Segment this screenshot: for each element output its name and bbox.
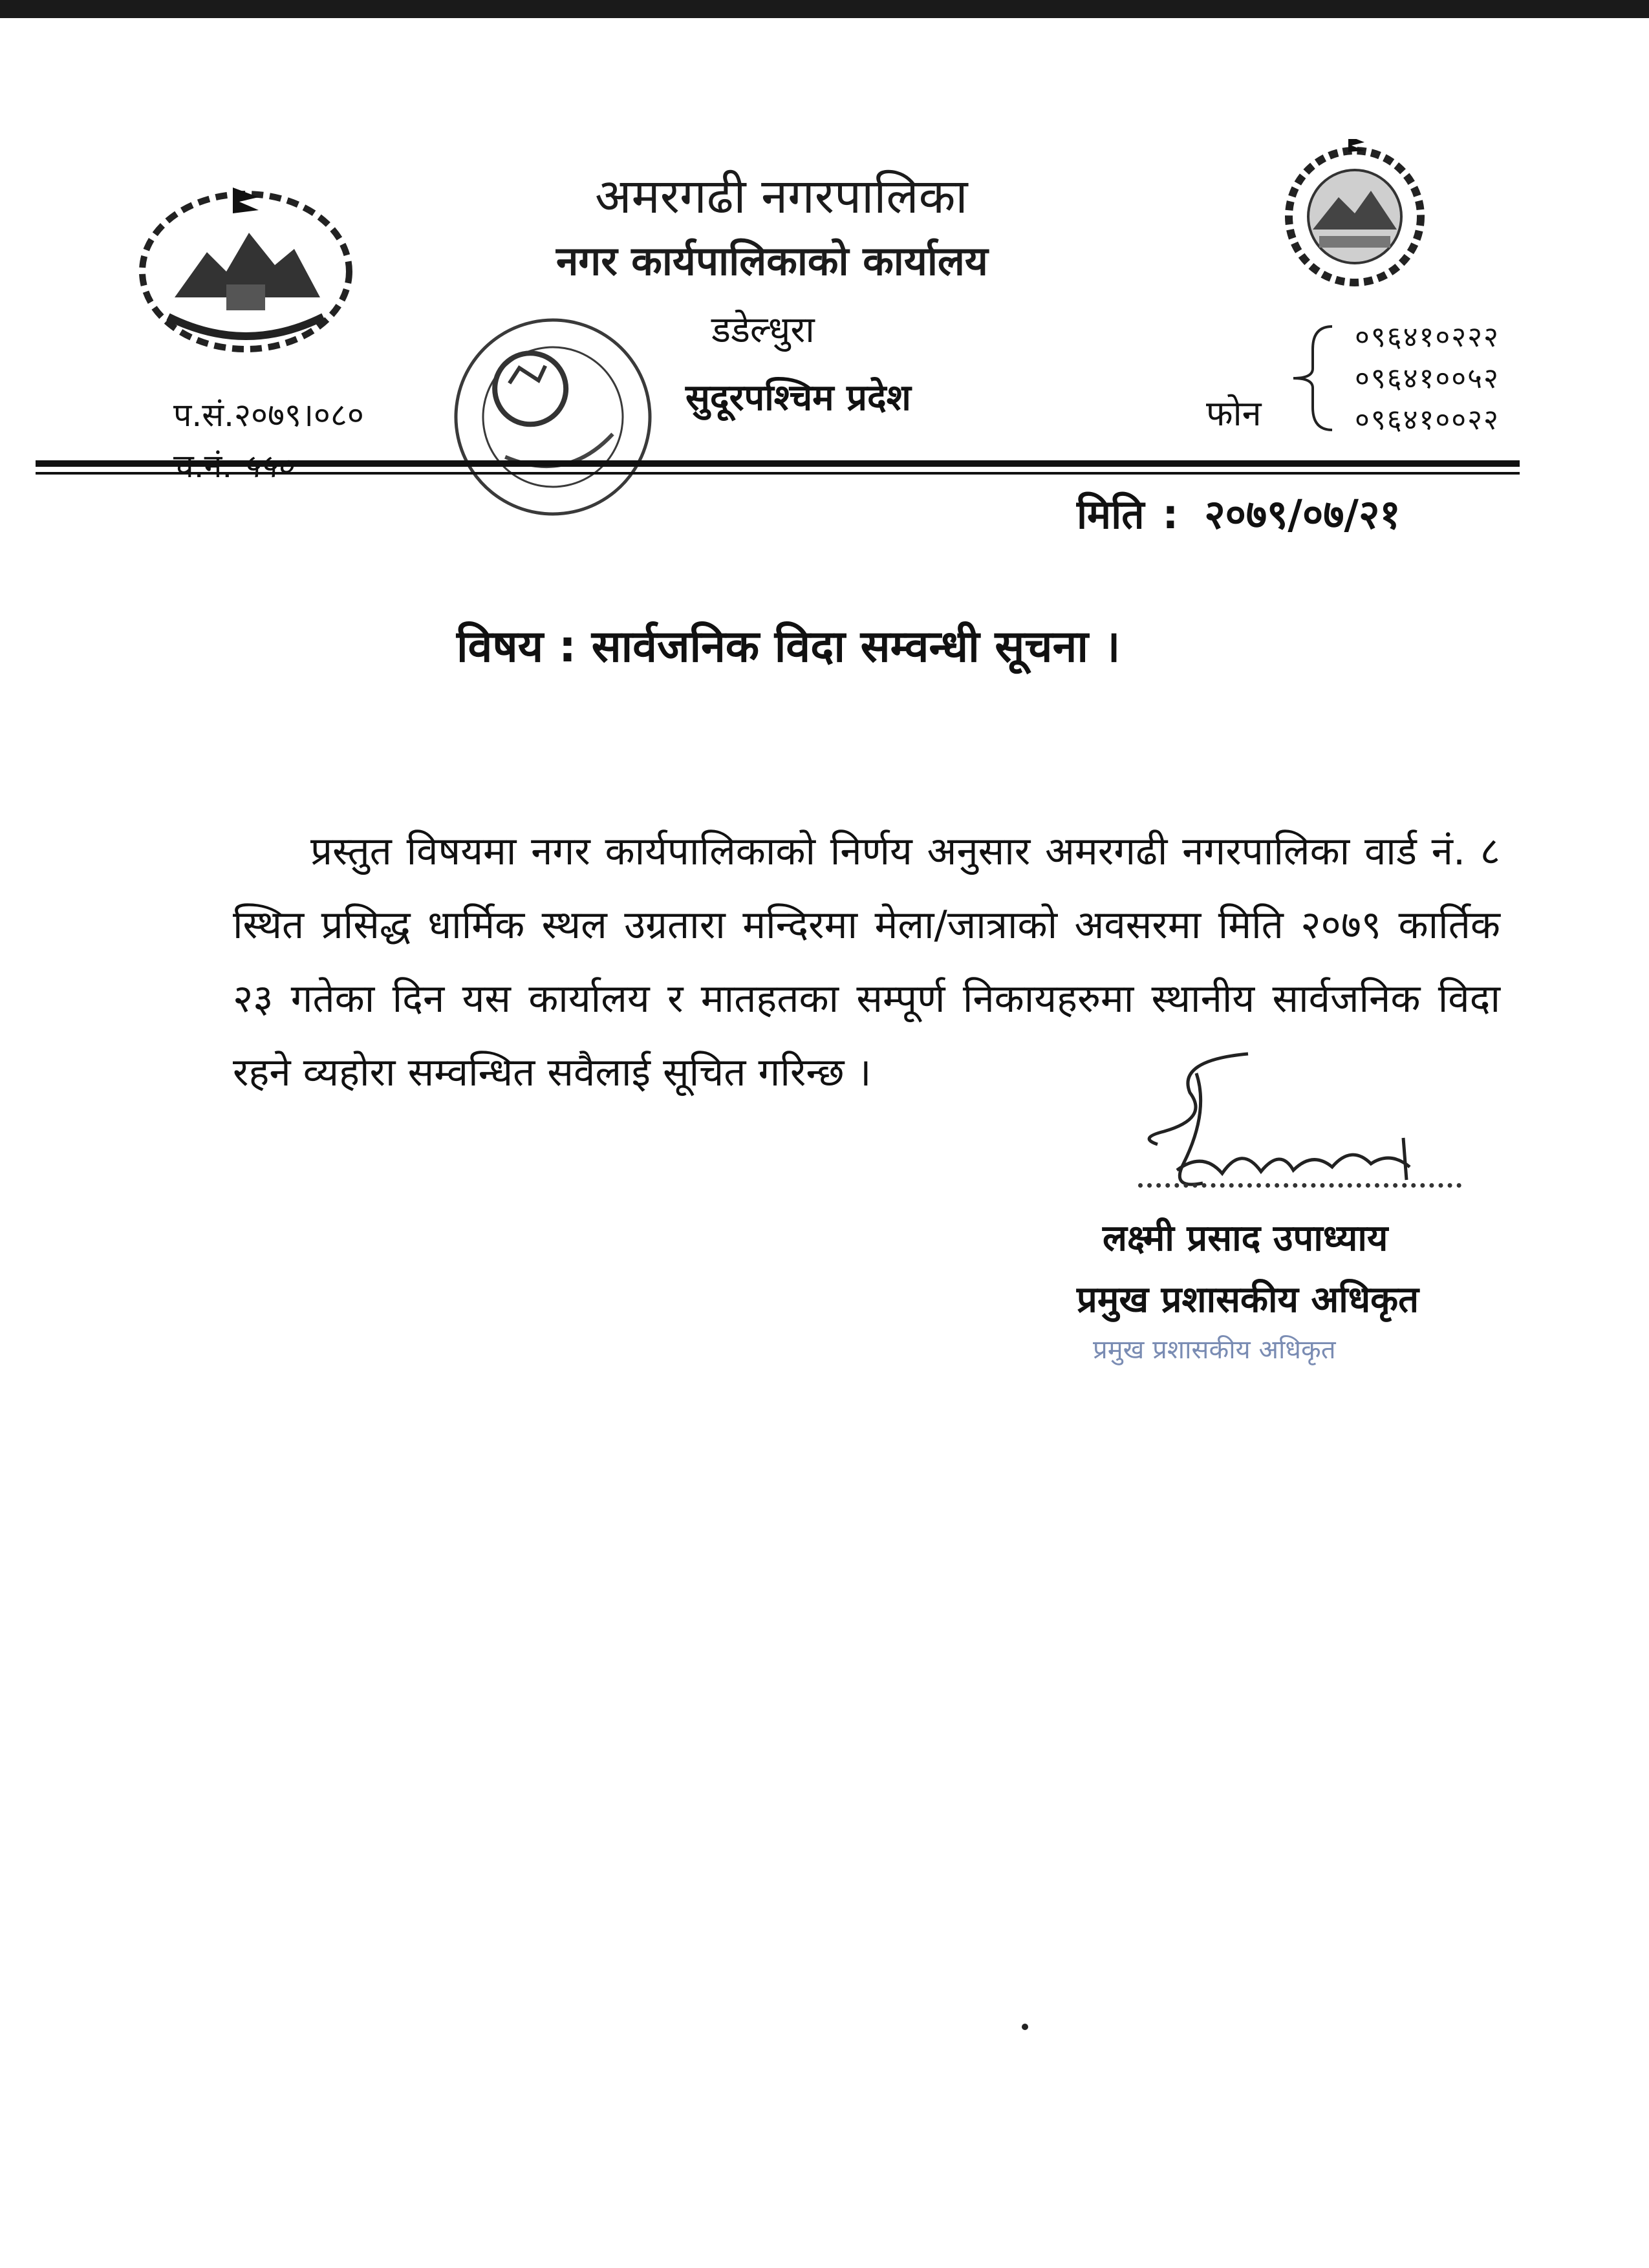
date-label: मिति [1077,491,1145,538]
municipality-logo-icon [1267,139,1442,288]
designation-stamp: प्रमुख प्रशासकीय अधिकृत [1093,1335,1336,1365]
date-value: २०७९/०७/२१ [1204,491,1401,538]
phone-number: ०९६४१०२२२ [1355,321,1500,354]
municipality-name: अमरगढी नगरपालिका [595,169,968,224]
province-name: सुदूरपश्चिम प्रदेश [685,377,911,419]
signatory-title: प्रमुख प्रशासकीय अधिकृत [1077,1279,1419,1321]
scan-top-edge [0,0,1649,18]
district-name: डडेल्धुरा [711,309,815,351]
signatory-name: लक्ष्मी प्रसाद उपाध्याय [1103,1217,1388,1259]
brace-icon [1287,323,1339,433]
office-stamp-icon [440,297,666,537]
header-divider [36,460,1520,467]
letter-body: प्रस्तुत विषयमा नगर कार्यपालिकाको निर्णय अनुसार अमरगढी नगरपालिका वार्ड नं. ८ स्थित प्रसिद्ध धार्मिक स्थल उग्रतारा मन्दिरमा मेला/जात्राको अवसरमा मिति २०७९ कार्तिक २३ गतेका दिन यस कार्यालय र मातहतका सम्पूर्ण निकायहरुमा स्थानीय सार्वजनिक विदा रहने व्यहोरा सम्वन्धित सवैलाई सूचित गरिन्छ । [233,829,1500,1095]
scan-speck [1022,2024,1028,2030]
reference-number: प.सं.२०७९।०८० [173,396,364,434]
phone-numbers [1355,317,1500,441]
signature-icon [1099,1034,1461,1228]
date-separator: : [1162,491,1179,538]
letter-subject: विषय : सार्वजनिक विदा सम्वन्धी सूचना । [457,621,1121,672]
letter-date [1077,486,1401,540]
phone-label: फोन [1206,393,1262,434]
phone-number: ०९६४१००५२ [1355,362,1500,395]
signature-line [1138,1183,1461,1188]
nepal-emblem-icon [129,175,362,369]
header-divider-thin [36,472,1520,475]
phone-number: ०९६४१००२२ [1355,403,1500,436]
office-name: नगर कार्यपालिकाको कार्यालय [556,237,988,284]
